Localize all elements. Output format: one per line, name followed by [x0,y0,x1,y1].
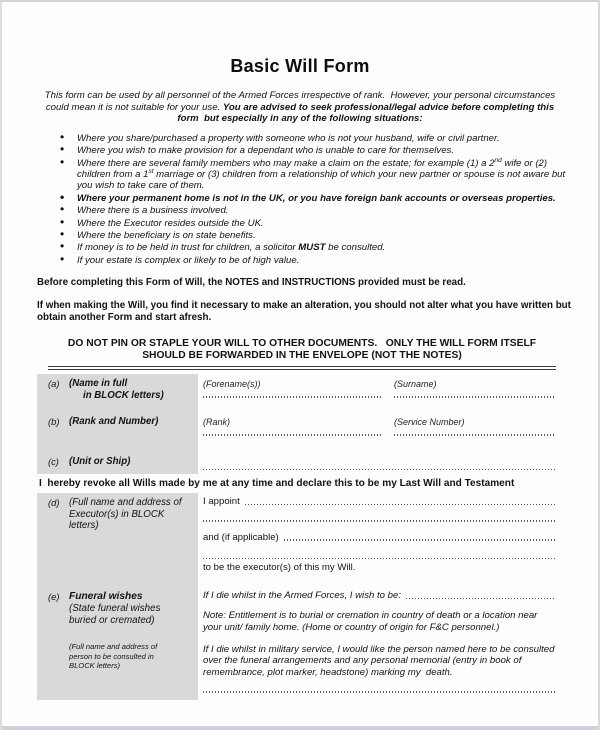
intro-paragraph [42,90,558,125]
consult-person-write-line[interactable] [203,691,556,693]
revoke-declaration: I hereby revoke all Wills made by me at any time and declare this to be my Last Will and Testament [39,478,515,490]
ordinal-superscript: nd [494,156,502,164]
alteration-paragraph: If when making the Will, you find it necessary to make an alteration, you should not alter what you have written but obtain another Form and start afresh. [37,300,574,323]
double-rule-divider [48,366,556,370]
second-executor-write-line[interactable] [284,539,556,541]
row-b-fields [198,412,568,452]
row-ref: (c) [48,456,59,468]
forename-field [203,379,381,398]
row-a-label [69,378,164,401]
surname-label: (Surname) [394,379,437,390]
executor-suffix-text: to be the executor(s) of this my Will. [203,562,356,574]
service-number-label: (Service Number) [394,417,465,428]
row-d-label: (Full name and address of Executor(s) in BLOCK letters) [69,497,182,532]
list-item [59,145,568,156]
row-b-label-cell [37,412,198,452]
executor-name-write-line[interactable] [245,504,556,506]
bullet-text: Where the beneficiary is on state benefits. [77,230,256,242]
row-a-label-line1: (Name in full [69,378,128,390]
surname-write-line[interactable] [394,396,556,398]
row-b-label: (Rank and Number) [69,416,159,428]
notes-instruction-paragraph: Before completing this Form of Will, the NOTES and INSTRUCTIONS provided must be read. [37,277,466,289]
bullet-text: Where the Executor resides outside the UK. [77,217,264,229]
funeral-wishes-label: Funeral wishes [69,591,143,603]
bullet-text-bold: MUST [298,242,326,254]
bullet-text: If your estate is complex or likely to be of high value. [77,254,300,266]
row-c-label: (Unit or Ship) [69,456,131,468]
unit-or-ship-write-line[interactable] [203,469,556,471]
row-ref: (b) [48,416,60,428]
page-bottom-edge [2,726,598,730]
and-if-applicable-label: and (if applicable) [203,531,279,543]
form-row-a [37,374,568,412]
list-item [59,255,568,266]
list-item [59,205,568,216]
list-item [59,133,568,144]
executor-address-write-line[interactable] [203,520,556,522]
bullet-text: Where you wish to make provision for a dependant who is unable to care for themselves. [77,145,455,157]
form-row-b [37,412,568,452]
form-row-c [37,452,568,474]
service-number-write-line[interactable] [394,434,556,436]
bullet-text: Where you share/purchased a property with someone who is not your husband, wife or civil partner. [77,132,500,144]
will-form-table [37,374,568,700]
funeral-wishes-sublabel: (State funeral wishes buried or cremated) [69,603,161,626]
bullet-text: marriage or (3) children from a relationship of which your new partner or spouse is not aware but you wish to take care of them. [77,169,566,192]
row-a-label-line2: in BLOCK letters) [83,389,164,401]
service-number-field [394,417,556,436]
row-a-fields [198,374,568,412]
page-title: Basic Will Form [230,56,370,76]
list-item [59,158,568,192]
funeral-wish-prompt: If I die whilst in the Armed Forces, I wish to be: [203,590,401,602]
form-row-e [37,587,568,700]
list-item [59,218,568,229]
do-not-pin-warning: DO NOT PIN OR STAPLE YOUR WILL TO OTHER DOCUMENTS. ONLY THE WILL FORM ITSELF SHOULD BE FORWARDED IN THE ENVELOPE (NOT THE NOTES) [67,337,539,362]
row-e-label-cell [37,587,198,700]
bullet-text: Where there is a business involved. [77,205,229,217]
intro-text-bold: You are advised to seek professional/legal advice before completing this form but especially in any of the following situations: [177,101,557,125]
funeral-wish-write-line[interactable] [406,598,556,600]
list-item [59,193,568,204]
list-item [59,242,568,253]
entitlement-note: Note: Entitlement is to burial or cremation in country of death or a location near your unit/ family home. (Home or country of origin for F&C personnel.) [203,610,541,633]
ordinal-superscript: st [148,167,154,175]
surname-field [394,379,556,398]
forename-write-line[interactable] [203,396,381,398]
row-ref: (e) [48,591,60,603]
row-ref: (a) [48,378,60,390]
form-row-d [37,493,568,587]
second-executor-address-write-line[interactable] [203,558,556,560]
bullet-text: Where there are several family members who may make a claim on the estate; for example (1) a 2 [77,157,495,169]
rank-label: (Rank) [203,417,231,428]
row-c-label-cell [37,452,198,474]
row-d-fields [198,493,568,587]
rank-write-line[interactable] [203,434,381,436]
forename-label: (Forename(s)) [203,379,261,390]
row-a-label-cell [37,374,198,412]
row-ref: (d) [48,497,60,509]
row-d-label-cell [37,493,198,587]
situations-list [59,133,568,266]
intro-text: This form can be used by all personnel of the Armed Forces irrespective of rank. However, your personal circumstances could mean it is not suitable for your use. [44,90,558,113]
consult-person-label: (Full name and address of person to be consulted in BLOCK letters) [69,642,158,670]
bullet-text: If money is to be held in trust for children, a solicitor [77,242,299,254]
row-e-fields [198,587,568,700]
bullet-text: Where your permanent home is not in the UK, or you have foreign bank accounts or overseas properties. [77,192,556,204]
appoint-label: I appoint [203,496,240,508]
bullet-text: wife or (2) children from a 1 [77,157,548,180]
row-c-fields [198,452,568,474]
military-service-note: If I die whilst in military service, I would like the person named here to be consulted over the funeral arrangements and any personal memorial (entry in book of remembrance, plot marker, headstone) marking my death. [203,644,558,678]
bullet-text: be consulted. [325,242,386,254]
list-item [59,230,568,241]
rank-field [203,417,381,436]
